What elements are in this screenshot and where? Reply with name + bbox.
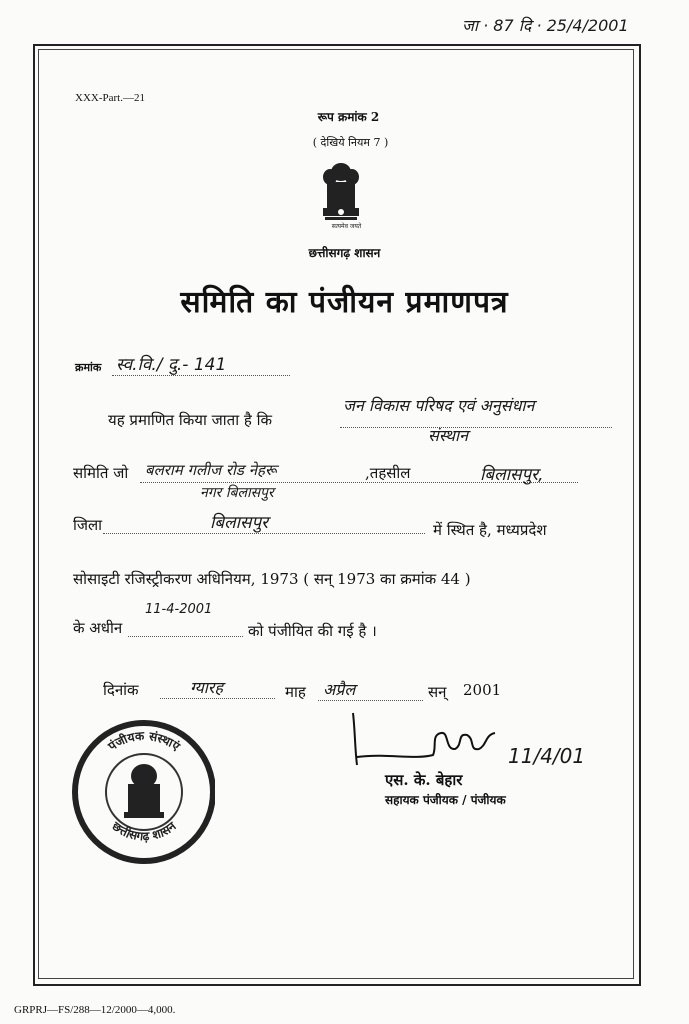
emblem-motto: सत्यमेव जयते <box>331 223 362 230</box>
form-code: XXX-Part.—21 <box>75 92 145 104</box>
month-label: माह <box>285 683 306 701</box>
tehsil-label: ,तहसील <box>365 464 411 482</box>
society-name-underline <box>340 427 612 428</box>
tehsil-value: बिलासपुर, <box>480 465 544 485</box>
registration-prefix: के अधीन <box>73 619 123 637</box>
year-label: सन् <box>428 683 447 701</box>
address-street: बलराम गलीज रोड नेहरू <box>145 461 277 479</box>
day-underline <box>160 698 275 699</box>
act-reference: सोसाइटी रजिस्ट्रीकरण अधिनियम, 1973 ( सन् 1973 का क्रमांक 44 ) <box>73 570 471 588</box>
seal-bottom-text: छत्तीसगढ़ शासन <box>109 818 179 844</box>
form-number: रूप क्रमांक 2 <box>317 110 380 124</box>
signature-date: 11/4/01 <box>508 744 586 768</box>
top-annotation: जा · 87 दि · 25/4/2001 <box>462 16 629 35</box>
district-value: बिलासपुर <box>210 513 269 533</box>
month-value: अप्रैल <box>323 680 356 699</box>
serial-value: स्व.वि./ दु.- 141 <box>116 355 227 375</box>
signatory-designation: सहायक पंजीयक / पंजीयक <box>385 793 506 807</box>
svg-text:छत्तीसगढ़ शासन <box>109 818 180 843</box>
signature <box>345 705 515 775</box>
registration-date: 11-4-2001 <box>145 602 213 617</box>
society-name-line1: जन विकास परिषद एवं अनुसंधान <box>343 396 535 415</box>
district-suffix: में स्थित है, मध्यप्रदेश <box>433 521 547 539</box>
day-value: ग्यारह <box>190 678 223 697</box>
month-underline <box>318 700 423 701</box>
svg-text:पंजीयक संस्थाएं <box>105 729 184 755</box>
serial-underline <box>112 375 290 376</box>
address-city: नगर बिलासपुर <box>200 485 274 501</box>
address-prefix: समिति जो <box>73 464 129 482</box>
district-underline <box>103 533 425 534</box>
footer-code: GRPRJ—FS/288—12/2000—4,000. <box>14 1004 176 1016</box>
registration-suffix: को पंजीयित की गई है । <box>248 622 377 640</box>
seal-top-text: पंजीयक संस्थाएं <box>105 728 183 754</box>
serial-label: क्रमांक <box>75 361 102 374</box>
government-name: छत्तीसगढ़ शासन <box>308 246 381 260</box>
day-label: दिनांक <box>103 681 139 699</box>
rule-reference: ( देखिये नियम 7 ) <box>312 136 389 149</box>
society-name-line2: संस्थान <box>428 426 468 445</box>
certificate-title: समिति का पंजीयन प्रमाणपत्र <box>180 285 509 320</box>
certify-text: यह प्रमाणित किया जाता है कि <box>108 411 272 429</box>
registration-date-underline <box>128 636 243 637</box>
signatory-name: एस. के. बेहार <box>385 771 463 789</box>
district-label: जिला <box>73 516 103 534</box>
official-seal <box>70 714 215 864</box>
year-value: 2001 <box>463 681 502 699</box>
